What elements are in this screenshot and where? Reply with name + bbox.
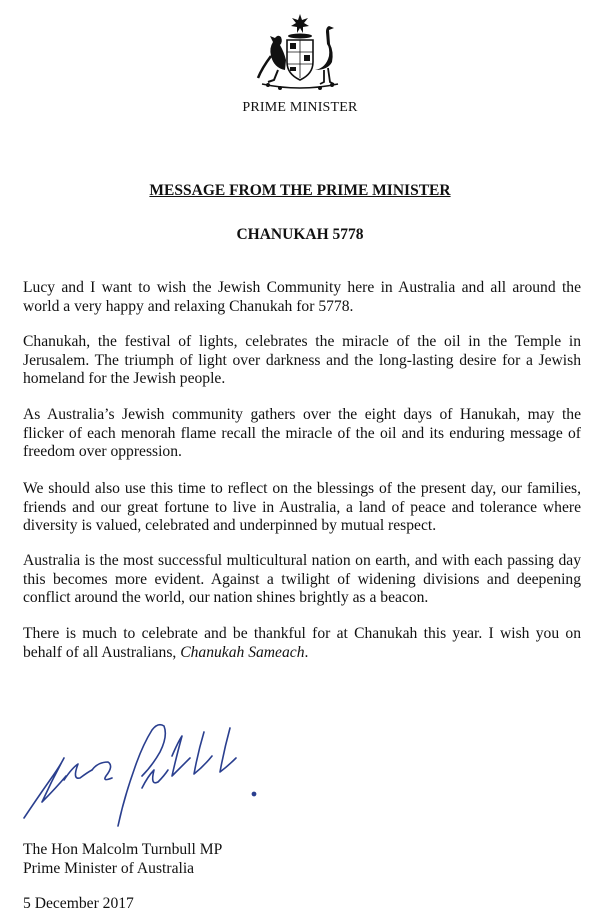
document-subtitle: CHANUKAH 5778: [236, 226, 364, 243]
closing-end: .: [304, 643, 309, 661]
document-title: MESSAGE FROM THE PRIME MINISTER: [149, 182, 451, 199]
closing-paragraph: [23, 625, 581, 662]
coat-of-arms-icon: [254, 12, 346, 92]
paragraph-1: Lucy and I want to wish the Jewish Community here in Australia and all around the world a very happy and relaxing Chanukah for 5778.: [23, 279, 581, 315]
signature-block: [23, 841, 222, 878]
signatory-name: The Hon Malcolm Turnbull MP: [23, 841, 223, 858]
closing-text: There is much to celebrate and be thankful for at Chanukah this year. I wish you on behalf of all Australians,: [23, 625, 581, 661]
letterhead-office: PRIME MINISTER: [242, 100, 358, 115]
closing-greeting: Chanukah Sameach: [180, 643, 305, 661]
paragraph-4: We should also use this time to reflect on the blessings of the present day, our families, friends and our great fortune to live in Australia, a land of peace and tolerance where diversity is valued, celebrated and underpinned by mutual respect.: [23, 480, 581, 534]
handwritten-signature: [22, 718, 282, 828]
signatory-role: Prime Minister of Australia: [23, 859, 195, 877]
commonwealth-star-icon: [291, 14, 309, 33]
document-date: 5 December 2017: [23, 895, 134, 912]
paragraph-2: Chanukah, the festival of lights, celebrates the miracle of the oil in the Temple in Jerusalem. The triumph of light over darkness and the long-lasting desire for a Jewish homeland for the Jewish people.: [23, 333, 581, 387]
paragraph-3: As Australia’s Jewish community gathers over the eight days of Hanukah, may the flicker of each menorah flame recall the miracle of the oil and its enduring message of freedom over oppression.: [23, 406, 581, 460]
paragraph-5: Australia is the most successful multicultural nation on earth, and with each passing day this becomes more evident. Against a twilight of widening divisions and deepening conflict around the world, our nation shines brightly as a beacon.: [23, 552, 581, 606]
